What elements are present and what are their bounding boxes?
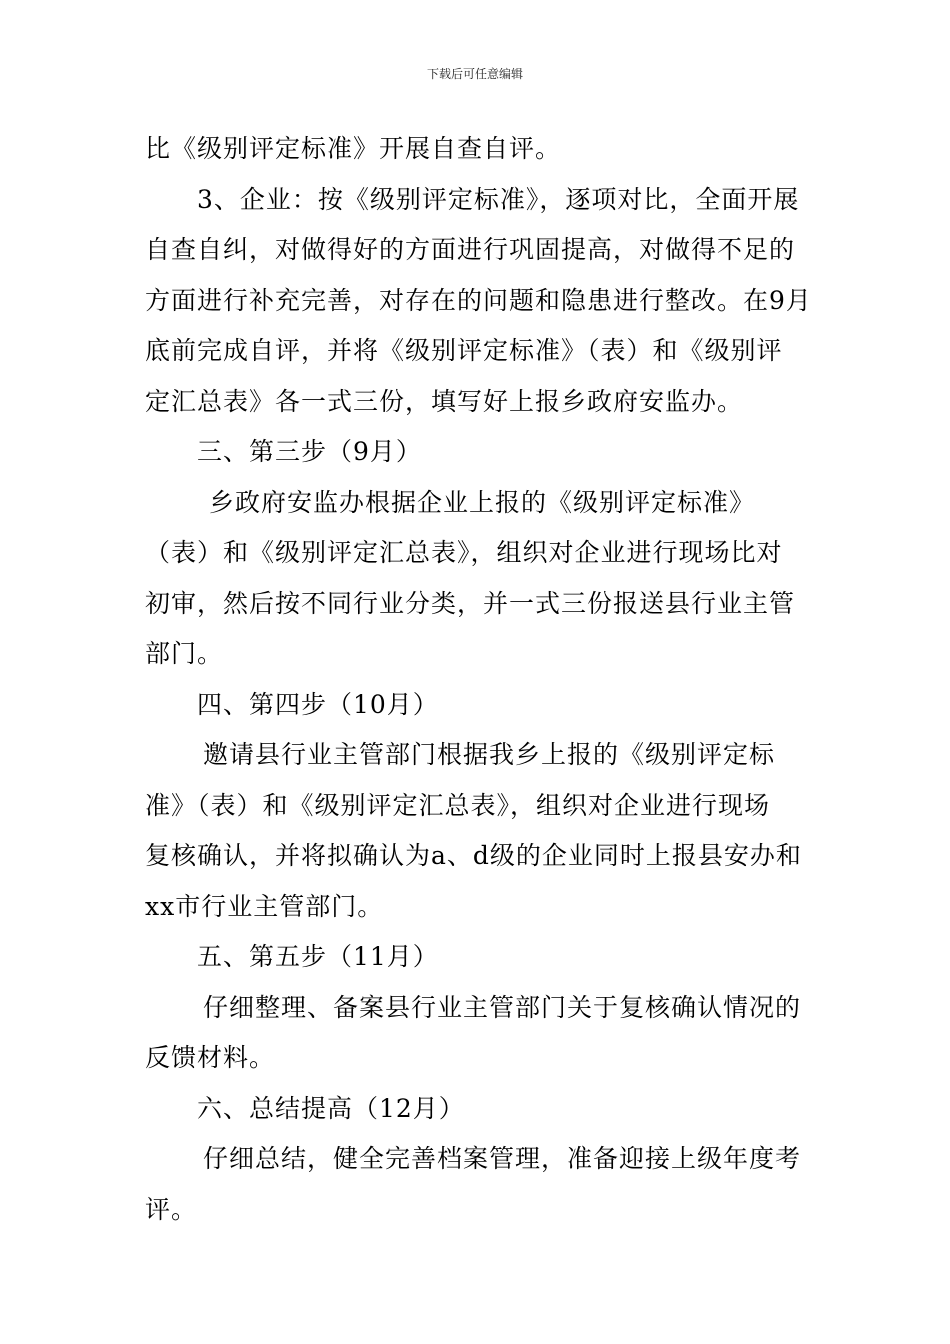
paragraph-line: 仔细总结，健全完善档案管理，准备迎接上级年度考	[203, 1144, 802, 1173]
section-heading: 三、第三步（9月）	[197, 437, 422, 466]
section-heading: 四、第四步（10月）	[197, 689, 439, 719]
paragraph-line: 评。	[145, 1194, 198, 1224]
section-heading: 五、第五步（11月）	[197, 942, 439, 971]
paragraph-line: 反馈材料。	[145, 1043, 276, 1072]
paragraph-line: 比《级别评定标准》开展自查自评。	[145, 134, 562, 163]
paragraph-line: 方面进行补充完善，对存在的问题和隐患进行整改。在9月	[145, 285, 812, 315]
paragraph-line: 部门。	[145, 639, 224, 668]
paragraph-line: 3、企业：按《级别评定标准》，逐项对比，全面开展	[197, 184, 800, 214]
paragraph-line: 乡政府安监办根据企业上报的《级别评定标准》	[209, 487, 756, 517]
paragraph-line: 复核确认，并将拟确认为a、d级的企业同时上报县安办和	[145, 841, 802, 870]
paragraph-line: 初审，然后按不同行业分类，并一式三份报送县行业主管	[145, 588, 796, 618]
paragraph-line: 自查自纠，对做得好的方面进行巩固提高，对做得不足的	[145, 235, 796, 264]
paragraph-line: xx市行业主管部门。	[145, 891, 384, 921]
paragraph-line: 底前完成自评，并将《级别评定标准》（表）和《级别评	[145, 336, 783, 365]
page-header: 下载后可任意编辑	[426, 67, 523, 81]
paragraph-line: 仔细整理、备案县行业主管部门关于复核确认情况的	[203, 992, 802, 1022]
document-body	[145, 124, 815, 1235]
paragraph-line: （表）和《级别评定汇总表》，组织对企业进行现场比对	[145, 538, 783, 567]
paragraph-line: 邀请县行业主管部门根据我乡上报的《级别评定标	[203, 740, 776, 769]
paragraph-line: 定汇总表》各一式三份，填写好上报乡政府安监办。	[145, 386, 744, 416]
section-heading: 六、总结提高（12月）	[197, 1093, 465, 1123]
paragraph-line: 准》（表）和《级别评定汇总表》，组织对企业进行现场	[145, 790, 771, 820]
